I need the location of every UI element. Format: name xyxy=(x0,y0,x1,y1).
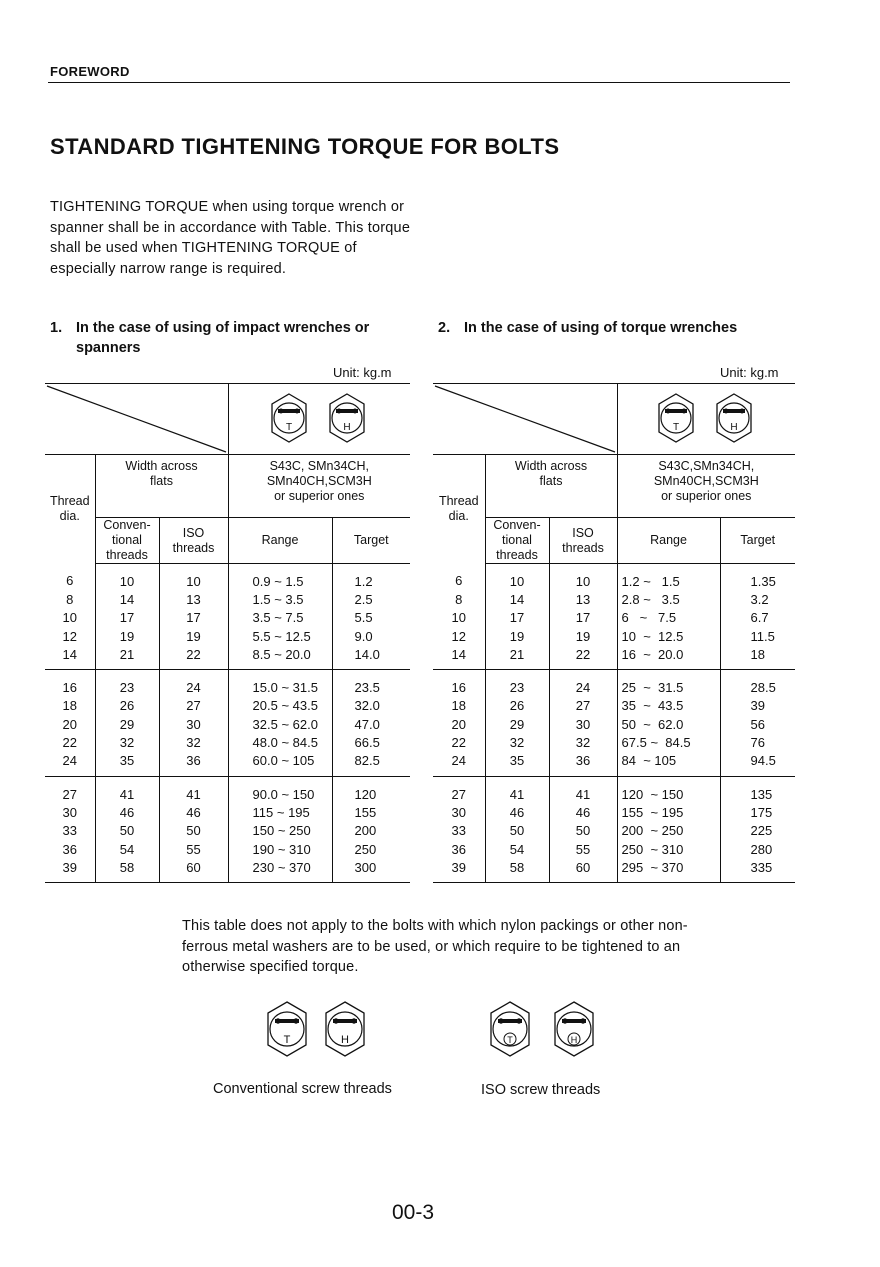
col-material xyxy=(617,455,795,518)
caption-conventional: Conventional screw threads xyxy=(213,1081,392,1097)
cell-target: 6.7 xyxy=(720,609,795,627)
unit-label-1: Unit: kg.m xyxy=(333,365,392,380)
table-header-row-1 xyxy=(433,455,795,518)
cell-range: 250 ~ 310 xyxy=(617,840,720,858)
cell-thread-dia: 14 xyxy=(45,645,95,670)
cell-conventional: 41 xyxy=(95,776,159,803)
table-row xyxy=(433,840,795,858)
cell-iso: 19 xyxy=(159,627,228,645)
cell-range: 295 ~ 370 xyxy=(617,858,720,883)
cell-thread-dia: 22 xyxy=(62,735,77,751)
section-1-title-line1: In the case of using of impact wrenches or xyxy=(76,320,370,336)
cell-thread-dia: 16 xyxy=(62,680,77,696)
cell-iso: 36 xyxy=(159,752,228,777)
cell-range: 67.5 ~ 84.5 xyxy=(617,733,720,751)
bolt-h-mark: H xyxy=(343,421,351,433)
cell-range: 155 ~ 195 xyxy=(617,803,720,821)
cell-range: 16 ~ 20.0 xyxy=(617,645,720,670)
cell-range: 2.8 ~ 3.5 xyxy=(617,590,720,608)
cell-conventional: 21 xyxy=(95,645,159,670)
table-row xyxy=(433,752,795,777)
cell-conventional: 35 xyxy=(95,752,159,777)
col-iso-threads: ISO threads xyxy=(549,518,617,564)
cell-iso: 60 xyxy=(159,858,228,883)
page-title: STANDARD TIGHTENING TORQUE FOR BOLTS xyxy=(50,134,560,159)
cell-thread-dia: 30 xyxy=(62,804,77,820)
col-width-across-flats: Width across flats xyxy=(95,455,228,518)
section-2-title: In the case of using of torque wrenches xyxy=(464,320,738,336)
col-conventional-threads: Conven- tional threads xyxy=(485,518,549,564)
cell-conventional: 23 xyxy=(95,670,159,697)
cell-conventional: 46 xyxy=(485,803,549,821)
col-target: Target xyxy=(720,518,795,564)
col-thread-dia: Thread dia. xyxy=(438,494,479,524)
table-row xyxy=(45,715,410,733)
cell-conventional: 19 xyxy=(95,627,159,645)
diagonal-corner-cell xyxy=(433,384,617,455)
bolt-t-mark: T xyxy=(507,1035,513,1045)
cell-iso: 10 xyxy=(159,564,228,591)
table-row xyxy=(433,822,795,840)
cell-target: 280 xyxy=(720,840,795,858)
cell-thread-dia: 12 xyxy=(62,628,77,644)
cell-iso: 30 xyxy=(159,715,228,733)
cell-target: 39 xyxy=(720,697,795,715)
cell-thread-dia: 39 xyxy=(433,858,485,883)
cell-thread-dia: 39 xyxy=(45,858,95,883)
cell-range: 1.2 ~ 1.5 xyxy=(617,564,720,591)
table-header-row-1 xyxy=(45,455,410,518)
bolt-t-mark: T xyxy=(286,421,293,433)
bolt-h-mark: H xyxy=(570,1035,578,1045)
cell-thread-dia: 18 xyxy=(62,698,77,714)
cell-range: 60.0 ~ 105 xyxy=(228,752,332,777)
cell-range: 90.0 ~ 150 xyxy=(228,776,332,803)
bolt-h-mark: H xyxy=(730,421,738,433)
table-body xyxy=(45,564,410,883)
cell-iso: 30 xyxy=(549,715,617,733)
table-row xyxy=(433,776,795,803)
table-row xyxy=(45,733,410,751)
cell-iso: 41 xyxy=(549,776,617,803)
cell-conventional: 54 xyxy=(95,840,159,858)
material-line-2: SMn40CH,SCM3H xyxy=(266,474,372,488)
cell-conventional: 10 xyxy=(485,564,549,591)
caption-iso: ISO screw threads xyxy=(481,1082,601,1098)
cell-range: 32.5 ~ 62.0 xyxy=(228,715,332,733)
table-row xyxy=(433,803,795,821)
col-target: Target xyxy=(332,518,410,564)
cell-target: 135 xyxy=(720,776,795,803)
table-row xyxy=(45,645,410,670)
cell-range: 1.5 ~ 3.5 xyxy=(228,590,332,608)
cell-range: 84 ~ 105 xyxy=(617,752,720,777)
material-line-1: S43C, SMn34CH, xyxy=(269,459,369,473)
cell-iso: 41 xyxy=(159,776,228,803)
cell-iso: 46 xyxy=(159,803,228,821)
table-row xyxy=(433,645,795,670)
diagonal-line xyxy=(45,384,228,454)
cell-target: 94.5 xyxy=(720,752,795,777)
cell-range: 200 ~ 250 xyxy=(617,822,720,840)
material-line-2: SMn40CH,SCM3H xyxy=(653,474,759,488)
table-icon-row xyxy=(45,384,410,455)
cell-conventional: 50 xyxy=(95,822,159,840)
cell-target: 3.2 xyxy=(720,590,795,608)
table-row xyxy=(45,627,410,645)
cell-range: 3.5 ~ 7.5 xyxy=(228,609,332,627)
cell-thread-dia: 24 xyxy=(433,752,485,777)
table-row xyxy=(45,822,410,840)
cell-conventional: 17 xyxy=(95,609,159,627)
iso-thread-icons xyxy=(478,998,608,1062)
cell-conventional: 23 xyxy=(485,670,549,697)
bolt-icons-cell xyxy=(228,384,410,455)
cell-conventional: 41 xyxy=(485,776,549,803)
material-line-3: or superior ones xyxy=(274,489,365,503)
cell-thread-dia: 18 xyxy=(451,698,466,714)
cell-conventional: 14 xyxy=(95,590,159,608)
cell-conventional: 14 xyxy=(485,590,549,608)
cell-conventional: 32 xyxy=(485,733,549,751)
cell-range: 0.9 ~ 1.5 xyxy=(228,564,332,591)
cell-thread-dia: 33 xyxy=(451,823,466,839)
cell-range: 25 ~ 31.5 xyxy=(617,670,720,697)
cell-target: 2.5 xyxy=(332,590,410,608)
cell-conventional: 46 xyxy=(95,803,159,821)
cell-iso: 50 xyxy=(159,822,228,840)
cell-iso: 24 xyxy=(159,670,228,697)
unit-label-2: Unit: kg.m xyxy=(720,365,779,380)
col-iso-threads: ISO threads xyxy=(159,518,228,564)
cell-target: 250 xyxy=(332,840,410,858)
cell-target: 335 xyxy=(720,858,795,883)
cell-target: 155 xyxy=(332,803,410,821)
table-body xyxy=(433,564,795,883)
cell-iso: 22 xyxy=(549,645,617,670)
table-row xyxy=(433,564,795,591)
cell-conventional: 17 xyxy=(485,609,549,627)
cell-iso: 13 xyxy=(159,590,228,608)
cell-range: 20.5 ~ 43.5 xyxy=(228,697,332,715)
cell-target: 66.5 xyxy=(332,733,410,751)
table-row xyxy=(433,733,795,751)
cell-target: 47.0 xyxy=(332,715,410,733)
cell-iso: 50 xyxy=(549,822,617,840)
cell-target: 56 xyxy=(720,715,795,733)
cell-thread-dia: 8 xyxy=(455,591,463,607)
cell-range: 35 ~ 43.5 xyxy=(617,697,720,715)
col-material xyxy=(228,455,410,518)
cell-iso: 32 xyxy=(549,733,617,751)
table-row xyxy=(45,590,410,608)
cell-target: 18 xyxy=(720,645,795,670)
col-range: Range xyxy=(617,518,720,564)
cell-iso: 10 xyxy=(549,564,617,591)
table-row xyxy=(433,697,795,715)
cell-range: 10 ~ 12.5 xyxy=(617,627,720,645)
section-2-heading xyxy=(438,318,798,338)
table-row xyxy=(45,803,410,821)
section-header: FOREWORD xyxy=(50,64,130,79)
cell-iso: 24 xyxy=(549,670,617,697)
section-1-number: 1. xyxy=(50,320,63,336)
cell-iso: 13 xyxy=(549,590,617,608)
cell-target: 76 xyxy=(720,733,795,751)
section-1-title-line2: spanners xyxy=(76,340,141,356)
material-line-1: S43C,SMn34CH, xyxy=(658,459,755,473)
cell-target: 225 xyxy=(720,822,795,840)
bolt-t-icon xyxy=(659,394,693,442)
material-line-3: or superior ones xyxy=(661,489,752,503)
header-rule xyxy=(48,82,790,83)
cell-iso: 17 xyxy=(549,609,617,627)
cell-conventional: 19 xyxy=(485,627,549,645)
cell-conventional: 21 xyxy=(485,645,549,670)
cell-range: 48.0 ~ 84.5 xyxy=(228,733,332,751)
cell-thread-dia: 16 xyxy=(451,680,466,696)
cell-conventional: 32 xyxy=(95,733,159,751)
cell-thread-dia: 12 xyxy=(451,628,466,644)
table-row xyxy=(45,564,410,591)
table-row xyxy=(45,858,410,883)
cell-thread-dia: 30 xyxy=(451,804,466,820)
diagonal-corner-cell xyxy=(45,384,228,455)
table-row xyxy=(45,752,410,777)
bolt-h-iso-icon xyxy=(555,1002,593,1056)
cell-conventional: 50 xyxy=(485,822,549,840)
table-row xyxy=(433,670,795,697)
cell-target: 9.0 xyxy=(332,627,410,645)
page-number: 00-3 xyxy=(392,1201,435,1224)
cell-target: 28.5 xyxy=(720,670,795,697)
table-row xyxy=(433,590,795,608)
cell-thread-dia: 6 xyxy=(66,573,74,589)
cell-iso: 36 xyxy=(549,752,617,777)
cell-iso: 27 xyxy=(159,697,228,715)
cell-iso: 19 xyxy=(549,627,617,645)
table-header-row-2 xyxy=(45,518,410,564)
cell-thread-dia: 24 xyxy=(45,752,95,777)
cell-iso: 22 xyxy=(159,645,228,670)
bolt-t-mark: T xyxy=(283,1034,291,1046)
col-width-across-flats: Width across flats xyxy=(485,455,617,518)
bolt-t-icon xyxy=(272,394,306,442)
cell-conventional: 26 xyxy=(95,697,159,715)
table-icon-row xyxy=(433,384,795,455)
cell-range: 50 ~ 62.0 xyxy=(617,715,720,733)
cell-thread-dia: 33 xyxy=(62,823,77,839)
section-1-heading xyxy=(50,318,420,358)
cell-conventional: 58 xyxy=(95,858,159,883)
torque-table-impact xyxy=(45,383,410,883)
cell-target: 82.5 xyxy=(332,752,410,777)
col-range: Range xyxy=(228,518,332,564)
cell-thread-dia: 14 xyxy=(433,645,485,670)
cell-range: 8.5 ~ 20.0 xyxy=(228,645,332,670)
col-thread-dia: Thread dia. xyxy=(49,494,90,524)
cell-range: 230 ~ 370 xyxy=(228,858,332,883)
intro-paragraph: TIGHTENING TORQUE when using torque wrench or spanner shall be in accordance with Table. This torque shall be used when TIGHTENING TORQUE of especially narrow range is required. xyxy=(50,199,411,277)
bolt-t-icon xyxy=(268,1002,306,1056)
cell-conventional: 10 xyxy=(95,564,159,591)
cell-thread-dia: 20 xyxy=(451,716,466,732)
table-row xyxy=(45,609,410,627)
cell-range: 150 ~ 250 xyxy=(228,822,332,840)
cell-iso: 46 xyxy=(549,803,617,821)
cell-range: 15.0 ~ 31.5 xyxy=(228,670,332,697)
cell-iso: 60 xyxy=(549,858,617,883)
cell-target: 300 xyxy=(332,858,410,883)
bolt-h-icon xyxy=(330,394,364,442)
conventional-thread-icons xyxy=(255,998,375,1062)
bolt-h-icon xyxy=(326,1002,364,1056)
cell-thread-dia: 27 xyxy=(451,786,466,802)
cell-range: 120 ~ 150 xyxy=(617,776,720,803)
cell-thread-dia: 6 xyxy=(455,573,463,589)
cell-conventional: 26 xyxy=(485,697,549,715)
cell-thread-dia: 10 xyxy=(62,610,77,626)
cell-target: 200 xyxy=(332,822,410,840)
bolt-icons-cell xyxy=(617,384,795,455)
cell-range: 190 ~ 310 xyxy=(228,840,332,858)
cell-target: 14.0 xyxy=(332,645,410,670)
cell-target: 32.0 xyxy=(332,697,410,715)
cell-target: 11.5 xyxy=(720,627,795,645)
cell-target: 120 xyxy=(332,776,410,803)
table-row xyxy=(45,670,410,697)
bolt-head-icons xyxy=(646,390,766,446)
cell-thread-dia: 22 xyxy=(451,735,466,751)
table-header-row-2 xyxy=(433,518,795,564)
cell-iso: 27 xyxy=(549,697,617,715)
cell-target: 23.5 xyxy=(332,670,410,697)
cell-thread-dia: 8 xyxy=(66,591,74,607)
cell-conventional: 29 xyxy=(485,715,549,733)
cell-thread-dia: 36 xyxy=(451,841,466,857)
bolt-h-icon xyxy=(717,394,751,442)
table-row xyxy=(433,627,795,645)
cell-conventional: 54 xyxy=(485,840,549,858)
cell-conventional: 35 xyxy=(485,752,549,777)
cell-thread-dia: 27 xyxy=(62,786,77,802)
table-row xyxy=(433,609,795,627)
table-row xyxy=(45,840,410,858)
col-conventional-threads: Conven- tional threads xyxy=(95,518,159,564)
diagonal-line xyxy=(433,384,617,454)
cell-iso: 17 xyxy=(159,609,228,627)
cell-target: 1.35 xyxy=(720,564,795,591)
cell-range: 5.5 ~ 12.5 xyxy=(228,627,332,645)
note-paragraph: This table does not apply to the bolts with which nylon packings or other non-ferrous metal washers are to be used, or which require to be tightened to an otherwise specified torque. xyxy=(182,918,688,975)
bolt-head-icons xyxy=(259,390,379,446)
table-row xyxy=(45,697,410,715)
cell-target: 5.5 xyxy=(332,609,410,627)
bolt-t-iso-icon xyxy=(491,1002,529,1056)
table-row xyxy=(433,858,795,883)
cell-thread-dia: 20 xyxy=(62,716,77,732)
cell-thread-dia: 10 xyxy=(451,610,466,626)
table-row xyxy=(433,715,795,733)
cell-iso: 55 xyxy=(549,840,617,858)
cell-target: 1.2 xyxy=(332,564,410,591)
cell-range: 115 ~ 195 xyxy=(228,803,332,821)
cell-iso: 32 xyxy=(159,733,228,751)
torque-table-torque-wrench xyxy=(433,383,795,883)
cell-target: 175 xyxy=(720,803,795,821)
section-2-number: 2. xyxy=(438,320,451,336)
bolt-h-mark: H xyxy=(341,1034,349,1046)
cell-iso: 55 xyxy=(159,840,228,858)
table-row xyxy=(45,776,410,803)
bolt-t-mark: T xyxy=(673,421,680,433)
cell-range: 6 ~ 7.5 xyxy=(617,609,720,627)
cell-conventional: 58 xyxy=(485,858,549,883)
cell-thread-dia: 36 xyxy=(62,841,77,857)
cell-conventional: 29 xyxy=(95,715,159,733)
